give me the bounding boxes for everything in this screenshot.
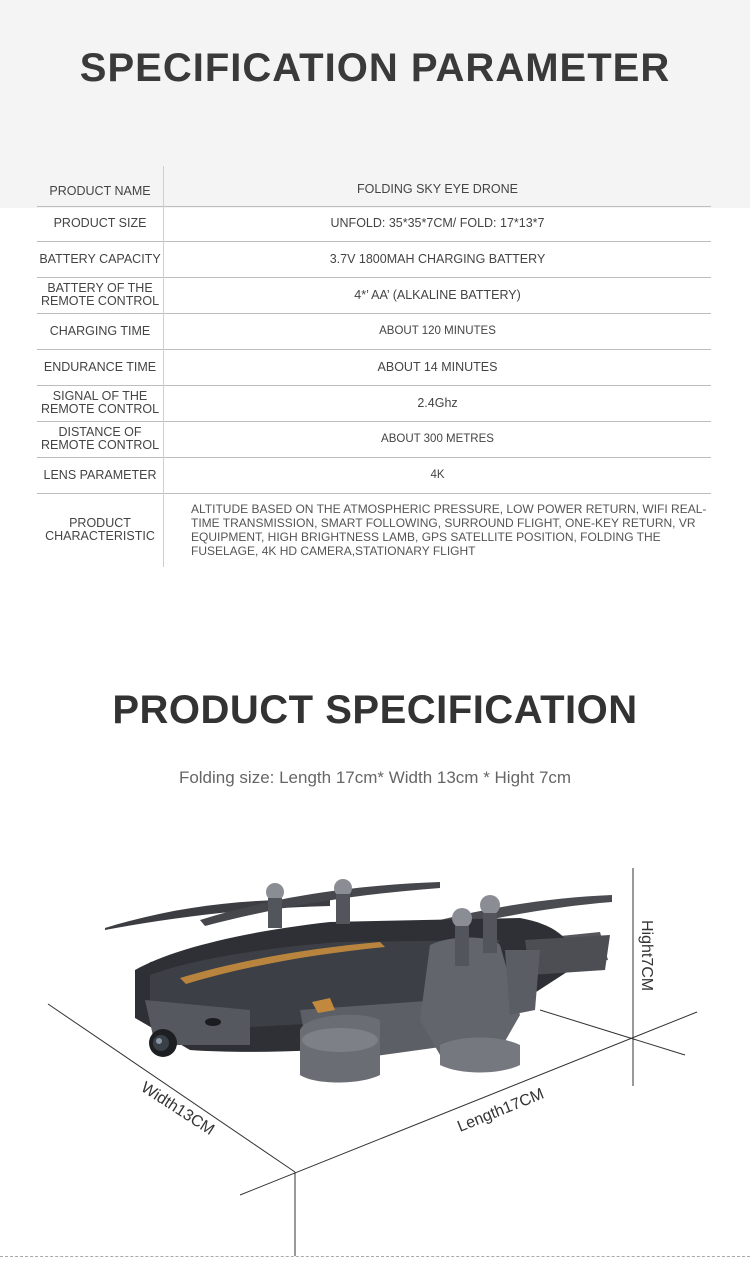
spec-value: 3.7V 1800MAH CHARGING BATTERY [329,251,546,266]
table-row [37,457,711,493]
spec-key: LENS PARAMETER [37,457,164,493]
spec-value: 2.4Ghz [417,395,458,410]
corner-line [540,1010,685,1055]
spec-key: PRODUCT SIZE [37,206,164,241]
spec-key: BATTERY CAPACITY [37,241,164,277]
table-row [37,349,711,385]
spec-key: ENDURANCE TIME [37,349,164,385]
table-row [37,313,711,349]
spec-key: SIGNAL OF THE REMOTE CONTROL [37,385,164,421]
spec-key: PRODUCT CHARACTERISTIC [37,493,164,567]
table-row [37,277,711,313]
spec-key: DISTANCE OF REMOTE CONTROL [37,421,164,457]
table-row [37,206,711,241]
height-label: Hight7CM [638,920,655,992]
spec-value: FOLDING SKY EYE DRONE [357,182,518,197]
table-row [37,385,711,421]
spec-value: ABOUT 14 MINUTES [377,359,498,374]
spec-key: BATTERY OF THE REMOTE CONTROL [37,277,164,313]
spec-table [37,166,711,567]
table-row [37,421,711,457]
spec-value: ABOUT 300 METRES [381,432,494,445]
length-label: Length17CM [455,1085,547,1136]
spec-value: 4K [430,468,445,481]
spec-value: 4*’ AA’ (ALKALINE BATTERY) [354,287,521,302]
spec-key: CHARGING TIME [37,313,164,349]
dashed-divider [0,1256,750,1257]
folding-size-text: Folding size: Length 17cm* Width 13cm * Hight 7cm [178,768,572,787]
table-row [37,493,711,567]
drone-dimension-figure [0,850,750,1256]
product-title: PRODUCT SPECIFICATION [112,688,638,732]
table-row [37,241,711,277]
spec-value: ABOUT 120 MINUTES [379,324,496,337]
spec-value: UNFOLD: 35*35*7CM/ FOLD: 17*13*7 [330,216,545,230]
width-label: Width13CM [137,1079,218,1139]
spec-key: PRODUCT NAME [37,166,164,206]
table-row [37,166,711,206]
spec-value: ALTITUDE BASED ON THE ATMOSPHERIC PRESSURE, LOW POWER RETURN, WIFI REAL-TIME TRANSMISSION, SMART FOLLOWING, SURROUND FLIGHT, ONE-KEY RETURN, VR EQUIPMENT, HIGH BRIGHTNESS LAMB, GPS SATELLITE POSITION, FOLDING THE FUSELAGE, 4K HD CAMERA,STATIONARY FLIGHT [191,502,707,559]
spec-title: SPECIFICATION PARAMETER [79,46,671,90]
drone-image [105,879,612,1083]
